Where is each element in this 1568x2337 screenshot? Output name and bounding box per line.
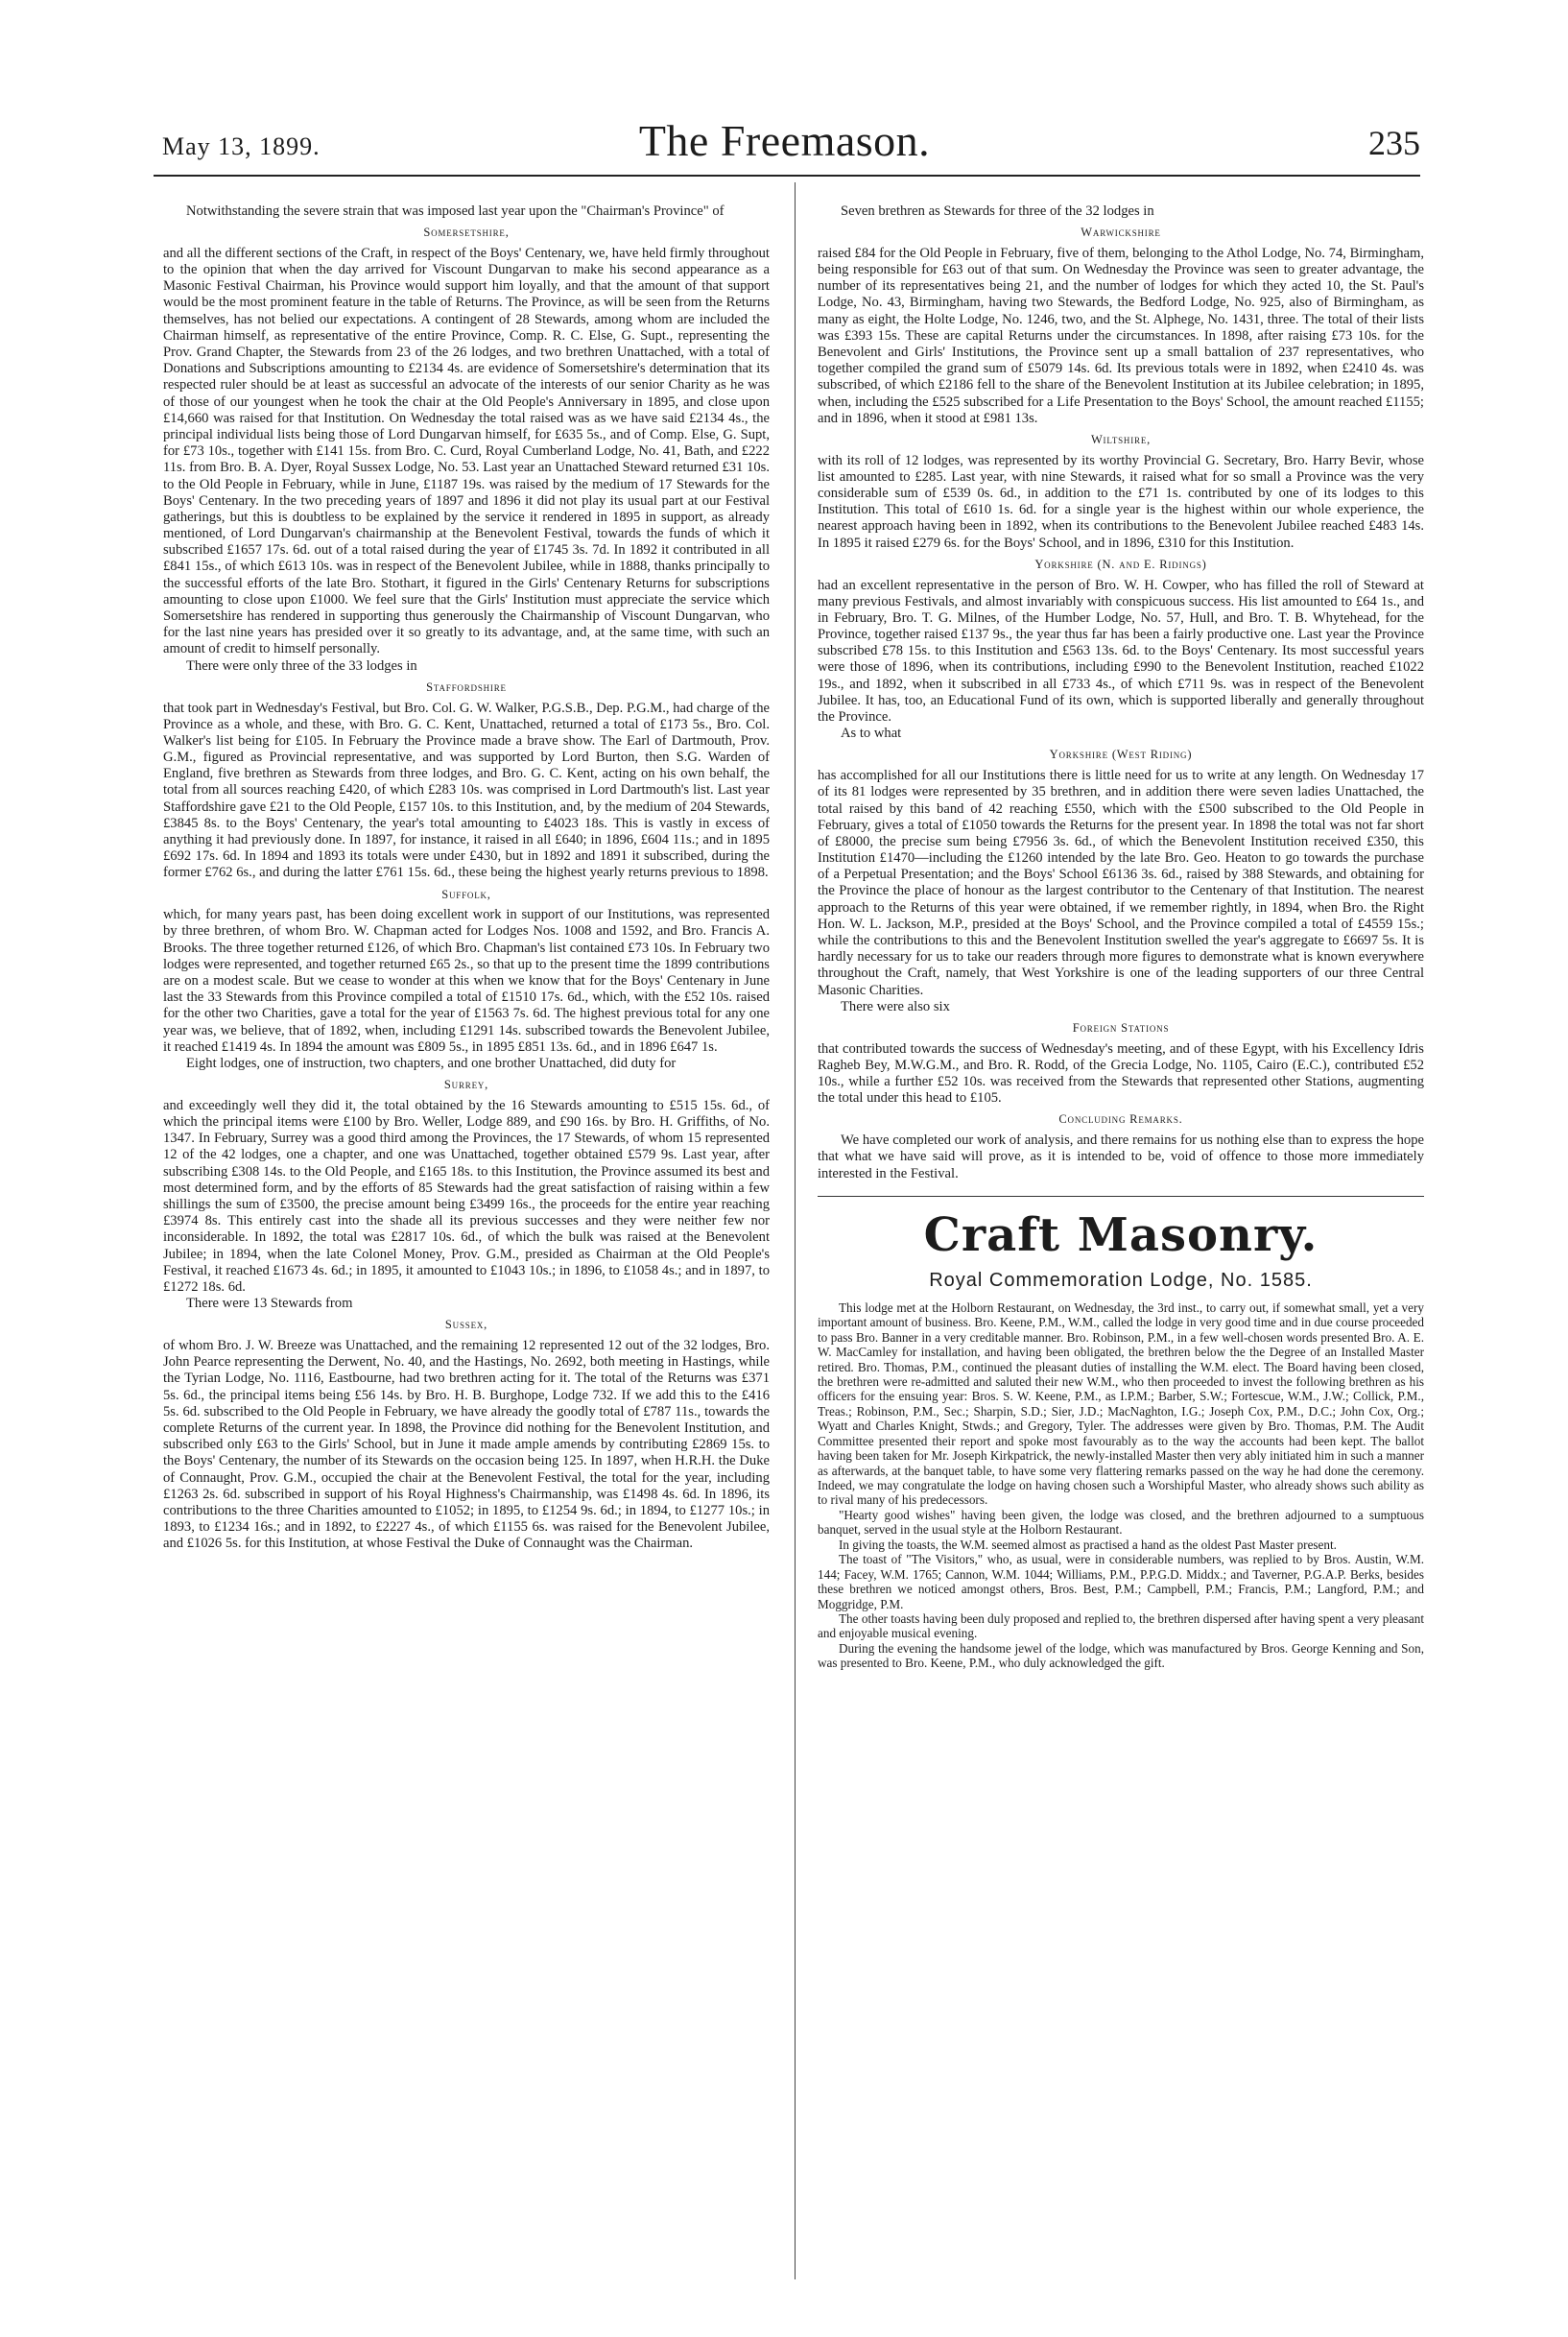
craft-masonry-heading: Craft Masonry. xyxy=(923,1207,1319,1262)
intro-paragraph: Notwithstanding the severe strain that was imposed last year upon the "Chairman's Province" of xyxy=(186,203,725,219)
lodge-heading: Royal Commemoration Lodge, No. 1585. xyxy=(929,1270,1313,1292)
wiltshire-paragraph: with its roll of 12 lodges, was represented by its worthy Provincial G. Secretary, Bro. Harry Bevir, whose list amounted to £285. Last year, with nine Stewards, it raised what for so small a Province was the very considerable sum of £539 0s. 6d., in addition to the £71 1s. contributed by one of its lodges to this Institution. This total of £610 1s. 6d. for a single year is the highest within our whole experience, the nearest approach having been in 1892, when its contributions to the Benevolent Jubilee reached £483 14s. In 1895 it raised £279 6s. for the Boys' School, and in 1896, £310 for this Institution. xyxy=(818,452,1424,551)
section-heading-warwickshire: Warwickshire xyxy=(1081,226,1161,240)
lodge-paragraph: "Hearty good wishes" having been given, the lodge was closed, and the brethren adjourned to a sumptuous banquet, served in the usual style at the Holborn Restaurant. xyxy=(818,1507,1424,1538)
section-heading-somersetshire: Somersetshire, xyxy=(423,226,510,240)
issue-date: May 13, 1899. xyxy=(162,132,321,160)
section-heading-yorkshire-ne: Yorkshire (N. and E. Ridings) xyxy=(1034,557,1207,571)
section-heading-wiltshire: Wiltshire, xyxy=(1090,432,1152,446)
section-heading-staffordshire: Staffordshire xyxy=(426,680,507,694)
foreign-intro: There were also six xyxy=(841,998,950,1014)
staffordshire-paragraph: that took part in Wednesday's Festival, but Bro. Col. G. W. Walker, P.G.S.B., Dep. P.G.M., had charge of the Province as a whole, and these, with Bro. G. C. Kent, Unattached, returned a total of £173 5s., Bro. Col. Walker's list being for £105. In February the Province made a brave show. The Earl of Dartmouth, Prov. G.M., figured as Provincial representative, and was supported by Lord Burton, then S.G. Warden of England, five brethren as Stewards from three lodges, and Bro. G. C. Kent, acting on his own behalf, the total from all sources reaching £420, of which £283 10s. was comprised in Lord Dartmouth's list. Last year Staffordshire gave £21 to the Old People, £157 10s. to this Institution, and, by the medium of 204 Stewards, £3845 8s. to the Boys' Centenary, the year's total amounting to £4023 18s. This is vastly in excess of anything it had previously done. In 1897, for instance, it raised in all £640; in 1896, £604 11s.; and in 1895 £692 17s. 6d. In 1894 and 1893 its totals were under £430, but in 1892 and 1891 it subscribed, during the former £762 6s., and during the latter £761 15s. 6d., these being the highest yearly returns previous to 1898. xyxy=(163,700,770,881)
section-heading-sussex: Sussex, xyxy=(444,1318,488,1332)
section-heading-yorkshire-west: Yorkshire (West Riding) xyxy=(1049,748,1193,762)
staffordshire-intro: There were only three of the 33 lodges in xyxy=(186,657,417,674)
surrey-intro: Eight lodges, one of instruction, two chapters, and one brother Unattached, did duty for xyxy=(186,1055,677,1071)
page-number: 235 xyxy=(1368,124,1420,162)
lodge-paragraph: This lodge met at the Holborn Restaurant, on Wednesday, the 3rd inst., to carry out, if somewhat small, yet a very important amount of business. Bro. Keene, P.M., W.M., called the lodge in very good time and in due course proceeded to pass Bro. Banner in a very creditable manner. Bro. Robinson, P.M., in a few well-chosen words presented Bro. A. E. W. MacCamley for installation, and having been obligated, the brethren below the the Degree of an Installed Master retired. Bro. Thomas, P.M., continued the pleasant duties of installing the W.M. elect. The Board having been closed, the brethren were re-admitted and saluted their new W.M., who then proceeded to invest the following brethren as his officers for the ensuing year: Bros. S. W. Keene, P.M., as I.P.M.; Barber, S.W.; Fortescue, W.M., J.W.; Collick, P.M., Treas.; Robinson, P.M., Sec.; Sharpin, S.D.; Sier, J.D.; MacNaghton, I.G.; Joseph Cox, P.M., D.C.; John Cox, Org.; Wyatt and Charles Knight, Stwds.; and Gregory, Tyler. The addresses were given by Bro. Thomas, P.M. The Audit Committee presented their report and spoke most favourably as to the way the accounts had been kept. The ballot having been taken for Mr. Joseph Kirkpatrick, the newly-installed Master then very ably initiated him in such a manner as afterwards, at the banquet table, to have some very flattering remarks passed on the way he had done the ceremony. Indeed, we may congratulate the lodge on having chosen such a Worshipful Master, who already shows such ability as to rival many of his predecessors. xyxy=(818,1300,1424,1508)
column-divider xyxy=(795,182,796,2279)
warwickshire-paragraph: raised £84 for the Old People in February, five of them, belonging to the Athol Lodge, No. 74, Birmingham, being responsible for £63 out of that sum. On Wednesday the Province was seen to greater advantage, the number of its representatives being 21, and the number of lodges for which they acted 10, the St. Paul's Lodge, No. 43, Birmingham, having two Stewards, the Bedford Lodge, No. 925, also of Birmingham, as many as eight, the Holte Lodge, No. 1246, two, and the St. Alphege, No. 1431, three. The total of their lists was £393 15s. These are capital Returns under the circumstances. In 1898, after raising £73 10s. for the Benevolent and Girls' Institutions, the Province sent up a small battalion of 237 representatives, who together compiled the grand sum of £5079 14s. 6d. Its previous totals were in 1892, when £2410 4s. was subscribed, of which £2186 fell to the share of the Benevolent Institution at its Jubilee celebration; in 1895, when, including the £525 subscribed for a Life Presentation to the Boys' School, the amount reached £1155; and in 1896, when it stood at £981 13s. xyxy=(818,245,1424,426)
sussex-intro: There were 13 Stewards from xyxy=(186,1296,353,1312)
suffolk-paragraph: which, for many years past, has been doing excellent work in support of our Institutions, was represented by three brethren, of whom Bro. W. Chapman acted for Lodges Nos. 1008 and 1592, and Bro. Francis A. Brooks. The three together returned £126, of which Bro. Chapman's list contained £73 10s. In February two lodges were represented, and together returned £65 2s., so that up to the present time the 1899 contributions are on a modest scale. But we cease to wonder at this when we know that for the Boys' Centenary in June last the 33 Stewards from this Province compiled a total of £1510 17s. 6d., which, with the £52 10s. raised for the other two Charities, gave a total for the year of £1563 7s. 6d. The highest previous total for any one year was, we believe, that of 1892, when, including £1291 14s. subscribed towards the Benevolent Jubilee, it reached £1419 4s. In 1894 the amount was £809 5s., in 1895 £851 13s. 6d., and in 1896 £647 1s. xyxy=(163,907,770,1055)
yorkshire-west-intro: As to what xyxy=(841,726,902,742)
right-column xyxy=(818,203,1424,1671)
section-heading-foreign-stations: Foreign Stations xyxy=(1072,1020,1170,1035)
yorkshire-ne-paragraph: had an excellent representative in the person of Bro. W. H. Cowper, who has filled the roll of Steward at many previous Festivals, and almost invariably with conspicuous success. His list amounted to £64 1s., and in February, Bro. T. G. Milnes, of the Humber Lodge, No. 57, Hull, and Bro. T. B. Whytehead, for the Province, together raised £137 9s., the year thus far has been a fairly productive one. Last year the Province subscribed £78 15s. to this Institution and £563 13s. 6d. to the Boys' Centenary. Its most successful years were those of 1896, when its contributions, including £990 to the Benevolent Institution, reached £1022 19s., and 1892, when it subscribed in all £733 4s., of which £711 9s. was in respect of the Benevolent Jubilee. It has, too, an Educational Fund of its own, which is supported liberally and generally throughout the Province. xyxy=(818,577,1424,726)
left-column xyxy=(163,203,770,1552)
section-heading-suffolk: Suffolk, xyxy=(441,887,491,901)
lodge-paragraph: The other toasts having been duly proposed and replied to, the brethren dispersed after having spent a very pleasant and enjoyable musical evening. xyxy=(818,1610,1424,1641)
sussex-paragraph: of whom Bro. J. W. Breeze was Unattached, and the remaining 12 represented 12 out of the 32 lodges, Bro. John Pearce representing the Derwent, No. 40, and the Hastings, No. 2692, both meeting in Hastings, while the Tyrian Lodge, No. 1116, Eastbourne, had two brethren acting for it. The total of the Returns was £371 5s. 6d., the principal items being £56 14s. by Bro. H. B. Burghope, Lodge 732. If we add this to the £416 5s. 6d. subscribed to the Old People in February, we have already the goodly total of £787 11s., towards the complete Returns of the current year. In 1898, the Province did nothing for the Benevolent Institution, and subscribed only £63 to the Girls' School, but in June it made ample amends by contributing £2869 15s. to the Boys' Centenary, the number of its Stewards on the occasion being 125. In 1897, when H.R.H. the Duke of Connaught, Prov. G.M., occupied the chair at the Benevolent Festival, the total for the year, including £1263 2s. 6d. subscribed in support of his Royal Highness's Chairmanship, was £1498 4s. 6d. In 1896, its contributions to the three Charities amounted to £1052; in 1895, to £1254 9s. 6d.; in 1894, to £1277 10s.; in 1893, to £1234 16s.; and in 1892, to £2227 4s., of which £1155 6s. was raised for the Benevolent Jubilee, and £1026 5s. for this Institution, at whose Festival the Duke of Connaught was the Chairman. xyxy=(163,1338,770,1552)
section-rule xyxy=(818,1196,1424,1197)
somersetshire-paragraph: and all the different sections of the Craft, in respect of the Boys' Centenary, we, have held firmly throughout to the opinion that when the day arrived for Viscount Dungarvan to make his second appearance as a Masonic Festival Chairman, his Province would support him loyally, and that the amount of that support would be the most prominent feature in the table of Returns. The Province, as will be seen from the Returns themselves, has not belied our expectations. A contingent of 28 Stewards, among whom are included the Chairman himself, as representative of the entire Province, Comp. R. C. Else, G. Supt., representing the Prov. Grand Chapter, the Stewards from 23 of the 26 lodges, and two brethren Unattached, with a total of Donations and Subscriptions amounting to £2134 4s. are evidence of Somersetshire's determination that its respected ruler should be at least as successful an advocate of the interests of our senior Charity as he was of those of our youngest when he took the chair at the Old People's Anniversary in 1895, and close upon £14,660 was raised for that Institution. On Wednesday the total raised was as we have said £2134 4s., the principal individual lists being those of Lord Dungarvan himself, for £635 5s., and of Comp. Else, G. Supt, for £73 10s., together with £141 15s. from Bro. C. Curd, Royal Cumberland Lodge, No. 41, Bath, and £222 11s. from Bro. B. A. Dyer, Royal Sussex Lodge, No. 53. Last year an Unattached Steward returned £31 10s. to the Old People in February, while in June, £1187 19s. was raised by the medium of 17 Stewards for the Boys' Centenary. In the two preceding years of 1897 and 1896 it did not play its usual part at our Festival gatherings, but this is doubtless to be explained by the service it rendered in 1895 in support, as already mentioned, of Lord Dungarvan's chairmanship at the Benevolent Festival, towards the funds of which it subscribed £1657 17s. 6d. out of a total raised during the year of £1745 3s. 7d. In 1892 it contributed in all £841 15s., of which £613 10s. was in respect of the Benevolent Jubilee, while in 1888, thanks principally to the successful efforts of the late Bro. Stothart, it figured in the Girls' Centenary Returns for subscriptions amounting to close upon £1000. We feel sure that the Girls' Institution must appreciate the service which Somersetshire has rendered in supporting thus generously the Chairmanship of Viscount Dungarvan, who for the last nine years has presided over it so greatly to its advantage, and, at the same time, with such an amount of credit to himself personally. xyxy=(163,245,770,657)
warwickshire-intro: Seven brethren as Stewards for three of the 32 lodges in xyxy=(841,203,1154,219)
foreign-stations-paragraph: that contributed towards the success of Wednesday's meeting, and of these Egypt, with his Excellency Idris Ragheb Bey, M.W.G.M., and Bro. R. Rodd, of the Grecia Lodge, No. 1105, Cairo (E.C.), contributed £52 10s., while a further £52 10s. was received from the Stewards that represented other Stations, augmenting the total under this head to £105. xyxy=(818,1040,1424,1107)
surrey-paragraph: and exceedingly well they did it, the total obtained by the 16 Stewards amounting to £515 15s. 6d., of which the principal items were £100 by Bro. Weller, Lodge 889, and £90 16s. by Bro. H. Griffiths, of No. 1347. In February, Surrey was a good third among the Provinces, the 17 Stewards, of whom 15 represented 12 of the 42 lodges, one a chapter, and one was Unattached, together obtained £579 9s. Last year, after subscribing £308 14s. to the Old People, and £165 18s. to this Institution, the Province assumed its best and most determined form, and by the efforts of 85 Stewards had the great satisfaction of raising within a few shillings the sum of £3500, the precise amount being £3499 16s., the proceeds for the entire year reaching £3974 8s. This entirely cast into the shade all its previous successes and they were neither few nor inconsiderable. In 1892, the total was £2817 10s. 6d., of which the bulk was raised at the Benevolent Jubilee; in 1894, when the late Colonel Money, Prov. G.M., presided as Chairman at the Old People's Festival, it reached £1673 4s. 6d.; in 1895, it amounted to £1043 10s.; in 1896, to £1058 4s.; and in 1897, to £1272 18s. 6d. xyxy=(163,1097,770,1295)
newspaper-title: The Freemason. xyxy=(638,116,931,165)
lodge-report xyxy=(818,1300,1424,1671)
lodge-paragraph: The toast of "The Visitors," who, as usual, were in considerable numbers, was replied to by Bros. Austin, W.M. 144; Facey, W.M. 1765; Cannon, W.M. 1044; Williams, P.M., P.P.G.D. Middx.; and Taverner, P.G.A.P. Berks, besides these brethren we noticed amongst others, Bros. Best, P.M.; Campbell, P.M.; Francis, P.M.; Langford, P.M.; and Moggridge, P.M. xyxy=(818,1552,1424,1611)
concluding-paragraph: We have completed our work of analysis, and there remains for us nothing else than to express the hope that what we have said will prove, as it is intended to be, void of offence to those more immediately interested in the Festival. xyxy=(818,1133,1424,1181)
lodge-paragraph: In giving the toasts, the W.M. seemed almost as practised a hand as the oldest Past Master present. xyxy=(839,1537,1337,1552)
section-heading-surrey: Surrey, xyxy=(443,1078,489,1092)
section-heading-concluding: Concluding Remarks. xyxy=(1058,1112,1183,1127)
masthead-rule xyxy=(154,175,1420,177)
yorkshire-west-paragraph: has accomplished for all our Institutions there is little need for us to write at any length. On Wednesday 17 of its 81 lodges were represented by 35 brethren, and in addition there were seven ladies Unattached, the total raised by this band of 42 reaching £550, which with the £500 subscribed to the Old People in February, gives a total of £1050 towards the Returns for the present year. In 1898 the total was not far short of £8000, the precise sum being £7956 3s. 6d., of which the Benevolent Institution received £350, this Institution £1470—including the £1260 intended by the late Bro. Geo. Heaton to go towards the purchase of a Perpetual Presentation; and the Boys' School £6136 3s. 6d., raised by 388 Stewards, and obtaining for the Province the place of honour as the largest contributor to the Centenary of that Institution. The nearest approach to the Returns of this year were obtained, if we remember rightly, in 1894, when Bro. the Right Hon. W. L. Jackson, M.P., presided at the Boys' School, and the Province compiled a total of £4559 15s.; while the contributions to this and the Benevolent Institution swelled the year's aggregate to £6697 5s. It is hardly necessary for us to take our readers through more figures to demonstrate what is known everywhere throughout the Craft, namely, that West Yorkshire is one of the leading supporters of our three Central Masonic Charities. xyxy=(818,768,1424,998)
lodge-paragraph: During the evening the handsome jewel of the lodge, which was manufactured by Bros. George Kenning and Son, was presented to Bro. Keene, P.M., who duly acknowledged the gift. xyxy=(818,1640,1424,1671)
